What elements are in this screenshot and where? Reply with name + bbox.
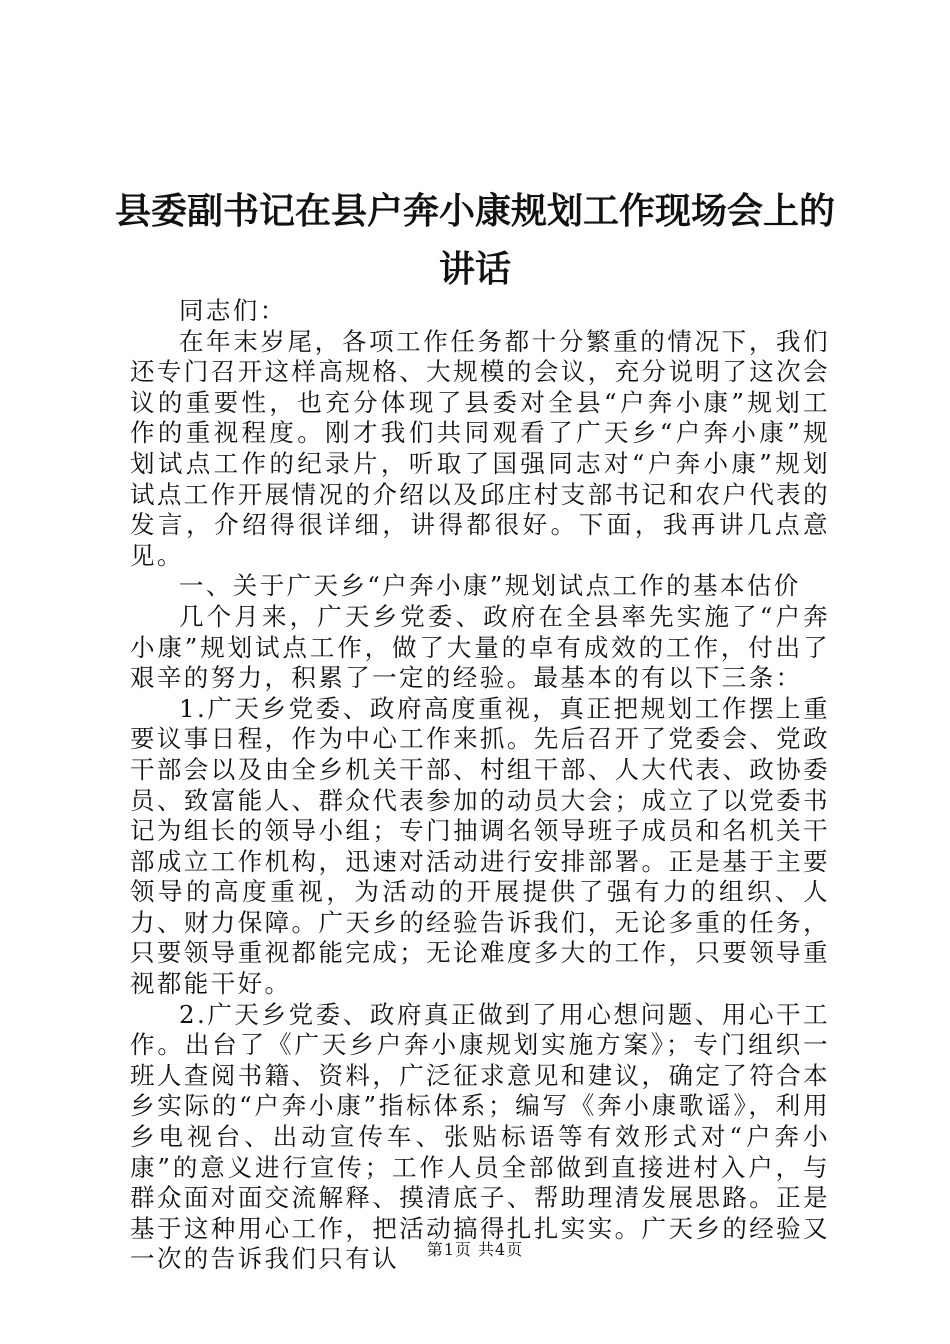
paragraph: 在年末岁尾，各项工作任务都十分繁重的情况下，我们还专门召开这样高规格、大规模的会议，充分说明了这次会议的重要性，也充分体现了县委对全县“户奔小康”规划工作的重视程度。刚才我们共同观看了广天乡“户奔小康”规划试点工作的纪录片，听取了国强同志对“户奔小康”规划试点工作开展情况的介绍以及邱庄村支部书记和农户代表的发言，介绍得很详细，讲得都很好。下面，我再讲几点意见。 [130,326,830,570]
paragraph: 1.广天乡党委、政府高度重视，真正把规划工作摆上重要议事日程，作为中心工作来抓。先后召开了党委会、党政干部会以及由全乡机关干部、村组干部、人大代表、政协委员、致富能人、群众代表参加的动员大会；成立了以党委书记为组长的领导小组；专门抽调名领导班子成员和名机关干部成立工作机构，迅速对活动进行安排部署。正是基于主要领导的高度重视，为活动的开展提供了强有力的组织、人力、财力保障。广天乡的经验告诉我们，无论多重的任务，只要领导重视都能完成；无论难度多大的工作，只要领导重视都能干好。 [130,693,830,999]
paragraph: 几个月来，广天乡党委、政府在全县率先实施了“户奔小康”规划试点工作，做了大量的卓有成效的工作，付出了艰辛的努力，积累了一定的经验。最基本的有以下三条： [130,601,830,693]
page-number-footer: 第1页 共4页 [426,1240,524,1259]
salutation: 同志们： [179,296,287,325]
paragraph: 2.广天乡党委、政府真正做到了用心想问题、用心干工作。出台了《广天乡户奔小康规划实施方案》；专门组织一班人查阅书籍、资料，广泛征求意见和建议，确定了符合本乡实际的“户奔小康”指标体系；编写《奔小康歌谣》，利用乡电视台、出动宣传车、张贴标语等有效形式对“户奔小康”的意义进行宣传；工作人员全部做到直接进村入户，与群众面对面交流解释、摸清底子、帮助理清发展思路。正是基于这种用心工作，把活动搞得扎扎实实。广天乡的经验又一次的告诉我们只有认 [130,999,830,1274]
document-title-line-2: 讲话 [438,248,511,290]
section-heading: 一、关于广天乡“户奔小康”规划试点工作的基本估价 [179,571,801,601]
document-title-line-1: 县委副书记在县户奔小康规划工作现场会上的 [114,190,835,232]
document-body [130,296,830,1275]
